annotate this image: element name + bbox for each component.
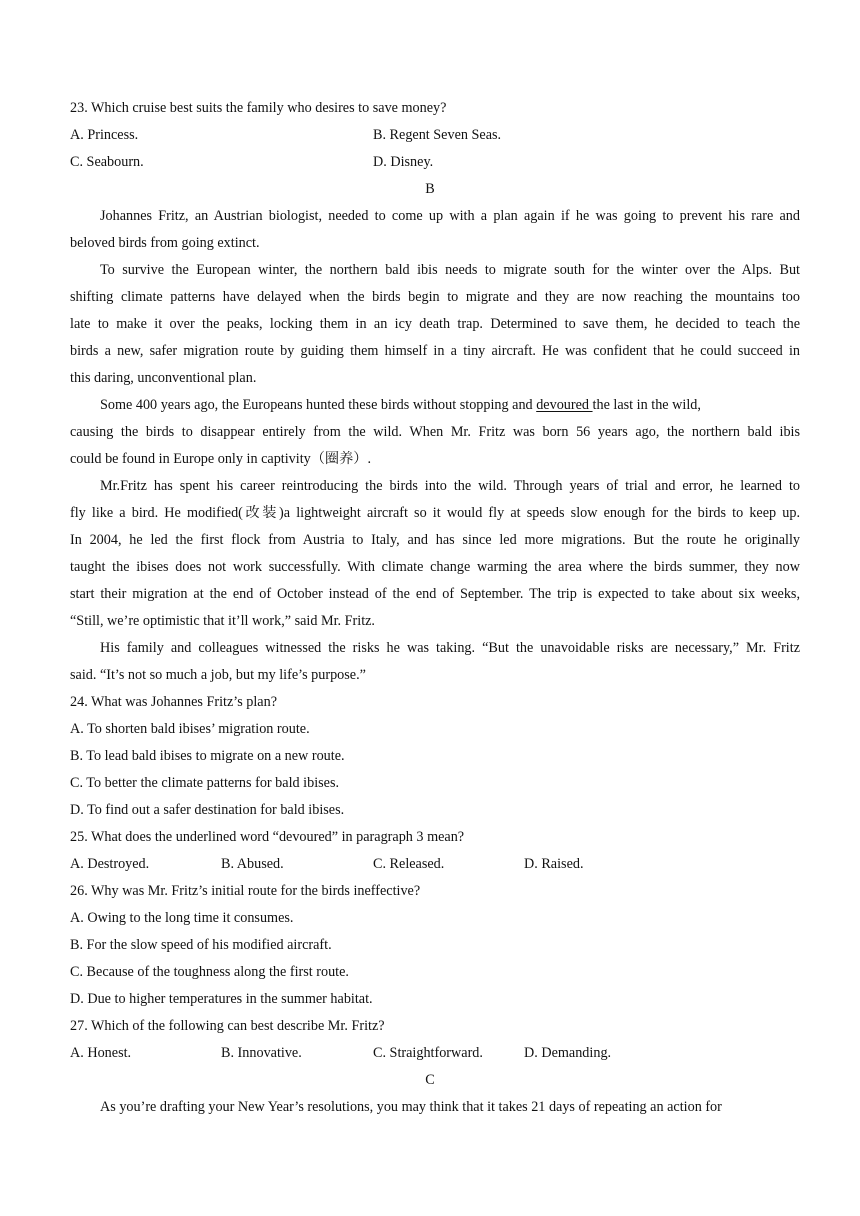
passage-b-p2-line: shifting climate patterns have delayed when the birds begin to migrate and they are now reaching the mountains too	[70, 289, 800, 305]
option-25-a: A. Destroyed.	[70, 856, 150, 872]
passage-b-p4-line: In 2004, he led the first flock from Austria to Italy, and has since led more migrations. But the route he originally	[70, 532, 800, 548]
passage-b-p4-line: Mr.Fritz has spent his career reintroducing the birds into the wild. Through years of trial and error, he learned to	[100, 478, 800, 494]
option-23-c: C. Seabourn.	[70, 154, 144, 170]
passage-b-p5-line: said. “It’s not so much a job, but my life’s purpose.”	[70, 667, 366, 683]
underlined-word-devoured: devoured	[536, 397, 593, 413]
option-26-d: D. Due to higher temperatures in the summer habitat.	[70, 991, 373, 1007]
option-24-d: D. To find out a safer destination for bald ibises.	[70, 802, 345, 818]
option-24-b: B. To lead bald ibises to migrate on a new route.	[70, 748, 345, 764]
option-26-c: C. Because of the toughness along the first route.	[70, 964, 349, 980]
question-24: 24. What was Johannes Fritz’s plan?	[70, 694, 277, 710]
option-25-d: D. Raised.	[524, 856, 584, 872]
option-26-a: A. Owing to the long time it consumes.	[70, 910, 294, 926]
option-26-b: B. For the slow speed of his modified aircraft.	[70, 937, 332, 953]
section-heading-c: C	[425, 1072, 435, 1088]
passage-b-p4-line: “Still, we’re optimistic that it’ll work,” said Mr. Fritz.	[70, 613, 375, 629]
passage-b-p2-line: this daring, unconventional plan.	[70, 370, 257, 386]
passage-b-p4-line: fly like a bird. He modified(改装)a lightweight aircraft so it would fly at speeds slow enough for the birds to keep up.	[70, 505, 800, 521]
option-24-a: A. To shorten bald ibises’ migration route.	[70, 721, 310, 737]
question-26: 26. Why was Mr. Fritz’s initial route for the birds ineffective?	[70, 883, 421, 899]
section-heading-b: B	[425, 181, 435, 197]
passage-b-p4-line: taught the ibises does not work successfully. With climate change warming the area where the birds summer, they now	[70, 559, 800, 575]
p3-text-after: the last in the wild,	[592, 397, 701, 413]
passage-b-p3-line: causing the birds to disappear entirely from the wild. When Mr. Fritz was born 56 years ago, the northern bald ibis	[70, 424, 800, 440]
passage-b-p3-line	[100, 396, 800, 414]
option-27-a: A. Honest.	[70, 1045, 132, 1061]
passage-b-p2-line: To survive the European winter, the northern bald ibis needs to migrate south for the winter over the Alps. But	[100, 262, 800, 278]
p3-text-before: Some 400 years ago, the Europeans hunted these birds without stopping and	[100, 397, 537, 413]
passage-b-p5-line: His family and colleagues witnessed the risks he was taking. “But the unavoidable risks are necessary,” Mr. Fritz	[100, 640, 800, 656]
option-23-a: A. Princess.	[70, 127, 139, 143]
option-23-b: B. Regent Seven Seas.	[373, 127, 502, 143]
option-23-d: D. Disney.	[373, 154, 434, 170]
question-25: 25. What does the underlined word “devoured” in paragraph 3 mean?	[70, 829, 465, 845]
option-27-d: D. Demanding.	[524, 1045, 612, 1061]
passage-c-p1-line: As you’re drafting your New Year’s resolutions, you may think that it takes 21 days of repeating an action for	[100, 1099, 722, 1115]
option-24-c: C. To better the climate patterns for bald ibises.	[70, 775, 340, 791]
option-27-c: C. Straightforward.	[373, 1045, 483, 1061]
passage-b-p2-line: birds a new, safer migration route by guiding them himself in a tiny aircraft. He was confident that he could succeed in	[70, 343, 800, 359]
passage-b-p1-line: beloved birds from going extinct.	[70, 235, 260, 251]
question-23: 23. Which cruise best suits the family who desires to save money?	[70, 100, 447, 116]
question-27: 27. Which of the following can best describe Mr. Fritz?	[70, 1018, 385, 1034]
passage-b-p4-line: start their migration at the end of October instead of the end of September. The trip is expected to take about six weeks,	[70, 586, 800, 602]
passage-b-p2-line: late to make it over the peaks, locking them in an icy death trap. Determined to save them, he decided to teach the	[70, 316, 800, 332]
passage-b-p1-line: Johannes Fritz, an Austrian biologist, needed to come up with a plan again if he was going to prevent his rare and	[100, 208, 800, 224]
option-25-c: C. Released.	[373, 856, 445, 872]
option-25-b: B. Abused.	[221, 856, 284, 872]
option-27-b: B. Innovative.	[221, 1045, 302, 1061]
passage-b-p3-line: could be found in Europe only in captivity（圈养）.	[70, 451, 372, 467]
